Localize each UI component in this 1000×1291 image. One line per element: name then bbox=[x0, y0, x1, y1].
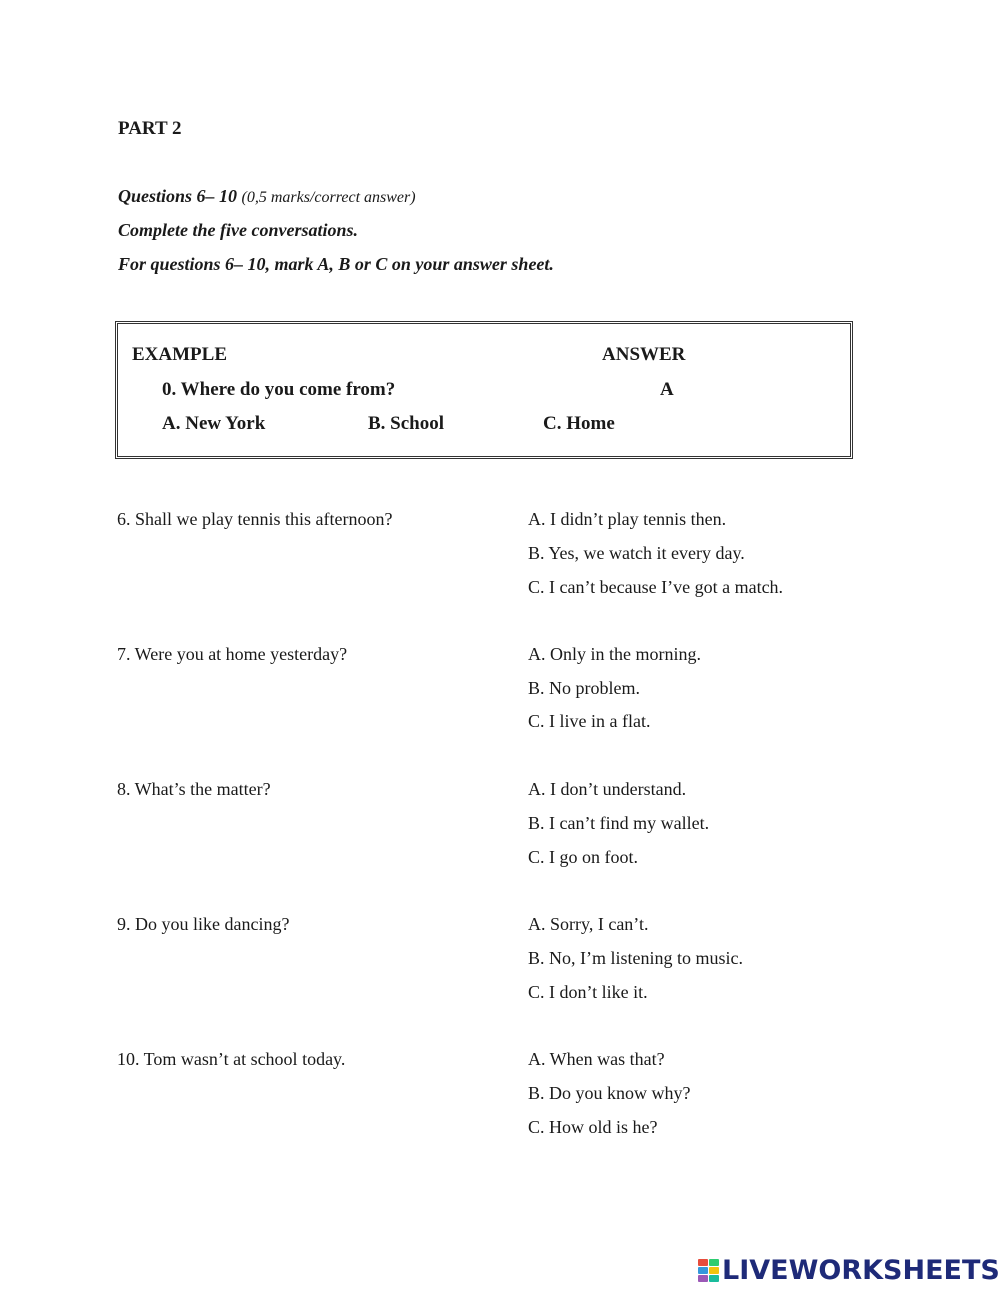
question-8: 8. What’s the matter? bbox=[117, 779, 271, 799]
logo-blocks-icon bbox=[698, 1259, 719, 1282]
example-question: 0. Where do you come from? bbox=[162, 379, 396, 400]
q10-option-b[interactable]: B. Do you know why? bbox=[528, 1083, 691, 1103]
marks-note: (0,5 marks/correct answer) bbox=[241, 189, 416, 206]
instruction-complete: Complete the five conversations. bbox=[118, 220, 358, 240]
q8-option-a[interactable]: A. I don’t understand. bbox=[528, 779, 687, 799]
liveworksheets-logo[interactable] bbox=[698, 1255, 1000, 1285]
example-answer: A bbox=[660, 379, 674, 400]
q7-option-c[interactable]: C. I live in a flat. bbox=[528, 711, 651, 731]
q8-option-c[interactable]: C. I go on foot. bbox=[528, 847, 638, 867]
q10-option-c[interactable]: C. How old is he? bbox=[528, 1117, 658, 1137]
q9-option-a[interactable]: A. Sorry, I can’t. bbox=[528, 914, 649, 934]
q6-option-b[interactable]: B. Yes, we watch it every day. bbox=[528, 543, 745, 563]
question-6: 6. Shall we play tennis this afternoon? bbox=[117, 509, 393, 529]
question-10: 10. Tom wasn’t at school today. bbox=[117, 1049, 346, 1069]
q9-option-c[interactable]: C. I don’t like it. bbox=[528, 982, 648, 1002]
q7-option-a[interactable]: A. Only in the morning. bbox=[528, 644, 701, 664]
example-option-a: A. New York bbox=[162, 413, 266, 434]
example-answer-heading: ANSWER bbox=[602, 344, 686, 365]
questions-label: Questions 6– 10 bbox=[118, 186, 238, 206]
question-7: 7. Were you at home yesterday? bbox=[117, 644, 348, 664]
q6-option-a[interactable]: A. I didn’t play tennis then. bbox=[528, 509, 727, 529]
q10-option-a[interactable]: A. When was that? bbox=[528, 1049, 665, 1069]
example-option-b: B. School bbox=[368, 413, 445, 434]
question-9: 9. Do you like dancing? bbox=[117, 914, 290, 934]
example-option-c: C. Home bbox=[543, 413, 615, 434]
q7-option-b[interactable]: B. No problem. bbox=[528, 678, 640, 698]
example-title: EXAMPLE bbox=[132, 344, 227, 365]
q8-option-b[interactable]: B. I can’t find my wallet. bbox=[528, 813, 710, 833]
q6-option-c[interactable]: C. I can’t because I’ve got a match. bbox=[528, 577, 784, 597]
example-box bbox=[115, 321, 853, 459]
questions-instruction bbox=[118, 186, 416, 207]
q9-option-b[interactable]: B. No, I’m listening to music. bbox=[528, 948, 743, 968]
part-title: PART 2 bbox=[118, 118, 182, 139]
logo-text: LIVEWORKSHEETS bbox=[722, 1254, 1000, 1286]
instruction-mark: For questions 6– 10, mark A, B or C on your answer sheet. bbox=[118, 254, 554, 274]
